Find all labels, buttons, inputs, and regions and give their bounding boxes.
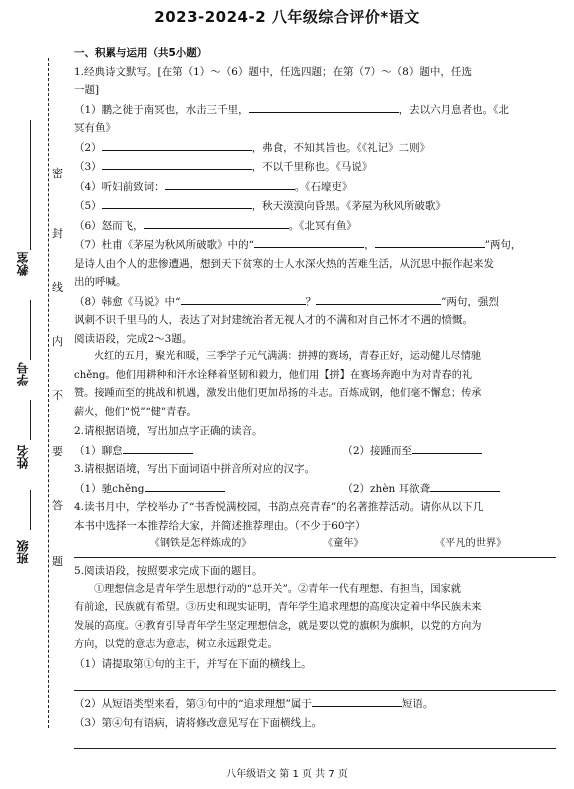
q3-prompt: 3.请根据语境，写出下面词语中拼音所对应的汉字。 (74, 463, 316, 475)
q5-rest (74, 694, 558, 732)
q1-item-8: （8）韩愈《马说》中“ ？ ”两句，强烈 (74, 292, 558, 312)
q2-answers: （1）聊怠 （2）接踵而至 (74, 441, 558, 461)
q1-item-5: （5） ，秋天漠漠向昏黑。《茅屋为秋风所破歌》 (74, 196, 558, 216)
binding-dashed-line (48, 58, 49, 728)
answer-blank[interactable] (102, 138, 252, 151)
q4-prompt-cont: 本书中选择一本推荐给大家，并简述推荐理由。（不少于60字） (74, 519, 366, 532)
book-option[interactable]: 《童年》 (322, 538, 364, 549)
q5-3-prompt: （3）第④句有语病，请将修改意见写在下面横线上。 (74, 716, 323, 729)
q1-intro-cont: 一题] (74, 84, 100, 96)
q1-item-1-cont: 冥有鱼》 (74, 122, 116, 134)
passage-line: 火红的五月，聚光和暖，三季学子元气满满：拼搏的赛场，青春正好，运动健儿尽情驰 (94, 351, 482, 362)
passage-line: chěng。他们用耕种和汗水诠释着坚韧和毅力，他们用【拼】在赛场奔跑中为对青春的礼 (74, 369, 473, 381)
q5-2-prompt: （2）从短语类型来看，第③句中的“追求理想”属于 短语。 (74, 694, 558, 714)
binding-word: 内 (52, 335, 63, 348)
q1-item-4: （4）听妇前致词： 。《石壕吏》 (74, 177, 558, 197)
answer-blank[interactable] (430, 479, 500, 492)
q5-content (74, 562, 558, 673)
answer-blank[interactable] (375, 235, 485, 248)
question-content (74, 44, 558, 554)
answer-blank[interactable] (254, 235, 364, 248)
q5-1-prompt: （1）请提取第①句的主干，并写在下面的横线上。 (74, 657, 312, 670)
q4-answer-line[interactable] (74, 557, 556, 558)
binding-word: 答 (52, 499, 63, 512)
passage-line: 赞。接踵而至的挑战和机遇，激发出他们更加昂扬的斗志。百炼成钢，他们毫不懈怠；传承 (74, 388, 482, 399)
binding-word: 线 (52, 281, 63, 294)
q5-passage-line: ①理想信念是青年学生思想行动的“总开关”。②青年一代有理想、有担当，国家就 (94, 583, 461, 595)
classroom-label: 教室 (16, 252, 30, 276)
q1-item-7: （7）杜甫《茅屋为秋风所破歌》中的“ ， ”两句， (74, 235, 558, 255)
q5-1-answer-line[interactable] (74, 690, 556, 691)
q1-item-2: （2） ，弗食，不知其旨也。《《礼记》二则》 (74, 138, 558, 158)
q1-item-3: （3） ，不以千里称也。《马说》 (74, 157, 558, 177)
reading-intro: 阅读语段，完成2～3题。 (74, 332, 193, 345)
answer-blank[interactable] (249, 100, 399, 113)
name-field-line[interactable] (30, 400, 31, 440)
class-label: 班级 (16, 540, 30, 564)
q1-intro: 1.经典诗文默写。[在第（1）～（6）题中，任选四题；在第（7）～（8）题中，任选 (74, 65, 472, 78)
answer-blank[interactable] (123, 441, 193, 454)
q5-passage-line: 方向，以党的意志为意志，树立永远跟党走。 (74, 639, 278, 650)
answer-blank[interactable] (102, 157, 252, 170)
page-footer: 八年级语文 第 1 页 共 7 页 (226, 769, 348, 780)
q5-passage-line: 有前途，民族就有希望。③历史和现实证明，青年学生追求理想的高度决定着中华民族未来 (74, 602, 482, 613)
answer-blank[interactable] (144, 216, 289, 229)
binding-word: 要 (52, 445, 63, 458)
answer-blank[interactable] (102, 196, 252, 209)
q5-prompt: 5.阅读语段，按照要求完成下面的题目。 (74, 565, 263, 577)
classroom-field-line[interactable] (30, 120, 31, 250)
q1-item-8-cont: 讽刺不识千里马的人，表达了对封建统治者无视人才的不满和对自己怀才不遇的愤慨。 (74, 314, 473, 326)
book-option[interactable]: 《平凡的世界》 (434, 538, 507, 549)
answer-blank[interactable] (316, 292, 441, 305)
q5-3-answer-line[interactable] (74, 748, 556, 749)
q4-prompt: 4.读书月中，学校举办了“书香悦满校园，书韵点亮青春”的名著推荐活动。请你从以下几 (74, 501, 484, 513)
binding-word: 密 (52, 167, 63, 180)
q2-prompt: 2.请根据语境，写出加点字正确的读音。 (74, 425, 263, 437)
binding-margin (0, 0, 70, 789)
section-heading: 一、积累与运用（共5小题） (74, 47, 208, 59)
class-field-line[interactable] (30, 490, 31, 530)
q1-item-7-end: 出的呼喊。 (74, 276, 127, 288)
q1-item-1: （1）鹏之徙于南冥也，水击三千里， ，去以六月息者也。《北 (74, 100, 558, 120)
binding-word: 不 (52, 389, 63, 402)
book-list (74, 535, 558, 554)
name-label: 姓名 (16, 445, 30, 469)
answer-blank[interactable] (312, 694, 402, 707)
student-id-label: 学号 (16, 362, 30, 386)
q1-item-6: （6）怒而飞， 。《北冥有鱼》 (74, 216, 558, 236)
book-option[interactable]: 《钢铁是怎样炼成的》 (149, 538, 252, 549)
passage-line: 薪火，他们“悦”“健”青春。 (74, 406, 197, 418)
answer-blank[interactable] (412, 441, 482, 454)
answer-blank[interactable] (145, 479, 225, 492)
q1-item-7-cont: 是诗人由个人的悲惨遭遇，想到天下贫寒的士人水深火热的苦难生活，从沉思中振作起来发 (74, 257, 494, 270)
answer-blank[interactable] (165, 177, 295, 190)
q5-passage-line: 发展的高度。④教育引导青年学生坚定理想信念，就是要以党的旗帜为旗帜，以党的方向为 (74, 620, 482, 632)
q3-answers: （1）驰chěng （2）zhèn 耳欲聋 (74, 479, 558, 499)
page-title: 2023-2024-2 八年级综合评价*语文 (154, 8, 420, 26)
answer-blank[interactable] (181, 292, 306, 305)
binding-word: 封 (52, 227, 63, 240)
binding-word: 题 (52, 555, 63, 568)
student-id-field-line[interactable] (30, 300, 31, 360)
